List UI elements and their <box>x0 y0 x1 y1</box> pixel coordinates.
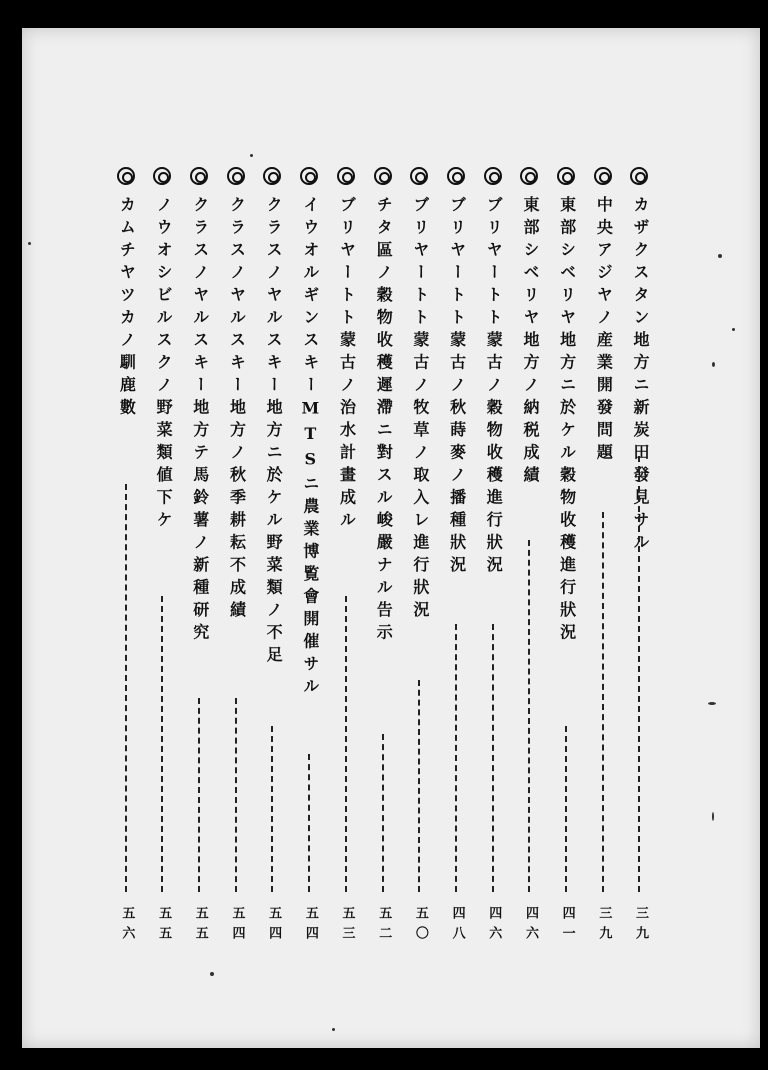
document-page <box>22 28 760 1048</box>
toc-entry-page: 五四 <box>302 906 318 946</box>
toc-entry-title: ブリヤートト蒙古ノ治水計畫成ル <box>337 196 357 534</box>
leader-line <box>308 754 310 892</box>
leader-line <box>271 726 273 892</box>
toc-entry-page: 五五 <box>192 906 208 946</box>
leader-line <box>161 596 163 892</box>
toc-entry <box>144 168 181 948</box>
toc-entry-page: 五〇 <box>412 906 428 946</box>
leader-line <box>492 624 494 892</box>
toc-entry <box>291 168 328 948</box>
toc-entry-page: 五六 <box>119 906 135 946</box>
bullet-double-circle-icon <box>520 167 538 185</box>
bullet-double-circle-icon <box>410 167 428 185</box>
toc-entry-page: 三九 <box>596 906 612 946</box>
toc-entry-title: クラスノヤルスキー地方テ馬鈴薯ノ新種研究 <box>190 196 210 646</box>
toc-entry <box>181 168 218 948</box>
bullet-double-circle-icon <box>484 167 502 185</box>
bullet-double-circle-icon <box>227 167 245 185</box>
toc-entry-title: クラスノヤルスキー地方ノ秋季耕耘不成績 <box>227 196 247 624</box>
paper-speck <box>28 242 31 245</box>
paper-speck <box>332 1028 335 1031</box>
paper-speck <box>732 328 735 331</box>
toc-entry-title: カザクスタン地方ニ新炭田發見サル <box>631 196 650 556</box>
bullet-double-circle-icon <box>447 167 465 185</box>
toc-entry <box>108 168 145 948</box>
toc-entry-title: 東部シベリヤ地方ニ於ケル穀物收穫進行狀況 <box>557 196 577 646</box>
toc-entry-page: 五五 <box>156 906 172 946</box>
leader-line <box>565 726 567 892</box>
toc-entry-title: 東部シベリヤ地方ノ納税成績 <box>520 196 540 489</box>
toc-entry <box>548 168 585 948</box>
toc-entry-title: チタ區ノ穀物收穫遲滯ニ對スル峻嚴ナル告示 <box>374 196 394 646</box>
toc-entry-title: カムチヤツカノ馴鹿數 <box>117 196 137 421</box>
toc-entry-page: 四八 <box>449 906 465 946</box>
toc-entry-title: ブリヤートト蒙古ノ牧草ノ取入レ進行狀況 <box>410 196 430 624</box>
toc-entry <box>365 168 402 948</box>
toc-entry <box>254 168 291 948</box>
toc-entry-page: 四六 <box>486 906 502 946</box>
paper-speck <box>708 702 716 705</box>
bullet-double-circle-icon <box>263 167 281 185</box>
toc-entry-title: 中央アジヤノ産業開發問題 <box>594 196 614 466</box>
leader-line <box>198 698 200 892</box>
paper-speck <box>718 254 722 258</box>
paper-speck <box>712 362 715 367</box>
bullet-double-circle-icon <box>337 167 355 185</box>
leader-line <box>528 540 530 892</box>
leader-line <box>455 624 457 892</box>
toc-entry-page: 三九 <box>633 906 648 946</box>
leader-line <box>345 596 347 892</box>
leader-line <box>602 512 604 892</box>
bullet-double-circle-icon <box>153 167 171 185</box>
toc-entry-page: 五四 <box>266 906 282 946</box>
toc-entry <box>438 168 475 948</box>
bullet-double-circle-icon <box>300 167 318 185</box>
leader-line <box>235 698 237 892</box>
bullet-double-circle-icon <box>117 167 135 185</box>
toc-entry-title: ブリヤートト蒙古ノ穀物收穫進行狀況 <box>484 196 504 579</box>
toc-entry-page: 五三 <box>339 906 355 946</box>
bullet-double-circle-icon <box>594 167 612 185</box>
leader-line <box>382 734 384 892</box>
paper-speck <box>250 154 253 157</box>
toc-entry-page: 四六 <box>522 906 538 946</box>
bullet-double-circle-icon <box>557 167 575 185</box>
leader-line <box>125 484 127 892</box>
toc-entry-title: ノウオシビルスクノ野菜類値下ケ <box>154 196 174 534</box>
toc-entry <box>328 168 365 948</box>
toc-entry-title: クラスノヤルスキー地方ニ於ケル野菜類ノ不足 <box>264 196 284 669</box>
bullet-double-circle-icon <box>374 167 392 185</box>
paper-speck <box>210 972 214 976</box>
leader-line <box>418 680 420 892</box>
toc-entry-page: 四一 <box>559 906 575 946</box>
table-of-contents <box>108 168 658 948</box>
toc-entry-title: ブリヤートト蒙古ノ秋蒔麥ノ播種狀況 <box>447 196 467 579</box>
toc-entry <box>401 168 438 948</box>
toc-entry <box>585 168 622 948</box>
toc-entry <box>511 168 548 948</box>
leader-line <box>638 456 640 892</box>
toc-entry <box>475 168 512 948</box>
toc-entry <box>218 168 255 948</box>
bullet-double-circle-icon <box>190 167 208 185</box>
paper-speck <box>712 812 714 821</box>
toc-entry-page: 五四 <box>229 906 245 946</box>
toc-entry-page: 五二 <box>376 906 392 946</box>
bullet-double-circle-icon <box>630 167 648 185</box>
toc-entry <box>621 168 658 948</box>
toc-entry-title: イウオルギンスキーMTSニ農業博覧會開催サル <box>300 196 320 700</box>
